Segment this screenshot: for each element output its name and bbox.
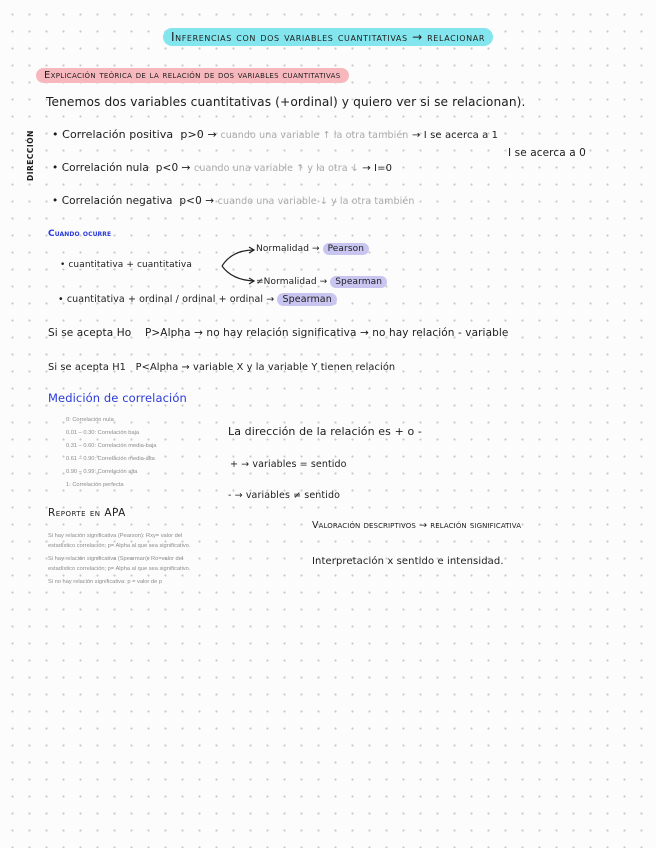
direction-negative: - → variables ≠ sentido bbox=[228, 490, 341, 501]
scale-item: 0: Correlación nula bbox=[66, 417, 114, 423]
branch-top bbox=[256, 244, 369, 254]
correlation-result: → I=0 bbox=[362, 163, 393, 174]
correlation-cond: p<0 → bbox=[179, 195, 215, 207]
apa-line: estadístico correlación; p= Alpha al que sea significativo. bbox=[48, 543, 191, 549]
branch-bottom bbox=[256, 277, 387, 287]
spearman-pill: Spearman bbox=[330, 276, 387, 288]
correlation-note: cuando una variable ↑ y la otra ↓ bbox=[194, 163, 359, 174]
correlation-positive bbox=[52, 128, 498, 141]
right-note: I se acerca a 0 bbox=[508, 147, 586, 159]
branch-arrows bbox=[218, 246, 258, 286]
scale-item: 0.90 – 0.99: Correlación alta bbox=[66, 469, 138, 475]
subtitle-row bbox=[36, 63, 349, 82]
correlation-lead: • Correlación nula bbox=[52, 162, 149, 174]
correlation-lead: • Correlación negativa bbox=[52, 195, 173, 207]
cuando-row-2 bbox=[58, 294, 337, 305]
correlation-cond: p<0 → bbox=[155, 162, 191, 174]
correlation-lead: • Correlación positiva bbox=[52, 128, 174, 141]
apa-line: Si hay relación significativa (Spearman): Ro=valor del bbox=[48, 556, 184, 562]
scale-item: 0.61 – 0.90: Correlación media-alta bbox=[66, 456, 155, 462]
valoracion-text: Valoración descriptivos → relación significativa bbox=[312, 520, 522, 531]
cuando-ocurre-heading: Cuando ocurre bbox=[48, 229, 112, 239]
intro-text: Tenemos dos variables cuantitativas (+ordinal) y quiero ver si se relacionan). bbox=[46, 95, 526, 109]
scale-item: 0.01 – 0.30: Correlación baja bbox=[66, 430, 140, 436]
correlation-note: cuando una variable ↑ la otra también bbox=[220, 130, 409, 141]
medicion-heading: Medición de correlación bbox=[48, 391, 187, 405]
correlation-negative bbox=[52, 195, 414, 207]
branch-bottom-label: ≠Normalidad → bbox=[256, 277, 328, 287]
h0-line: Si se acepta Ho P>Alpha → no hay relación significativa → no hay relación - variable bbox=[48, 327, 509, 339]
reporte-heading: Reporte en APA bbox=[48, 507, 126, 519]
pearson-pill: Pearson bbox=[323, 243, 369, 255]
interpretacion-text: Interpretación x sentido e intensidad. bbox=[312, 556, 504, 567]
page-title: Inferencias con dos variables cuantitativas → relacionar bbox=[163, 28, 493, 46]
cuando-row-2-text: • cuantitativa + ordinal / ordinal + ordinal → bbox=[58, 294, 275, 305]
subtitle: Explicación teórica de la relación de dos variables cuantitativas bbox=[36, 68, 349, 83]
direction-text: La dirección de la relación es + o - bbox=[228, 425, 422, 438]
direction-positive: + → variables = sentido bbox=[230, 459, 347, 470]
correlation-null bbox=[52, 162, 392, 174]
apa-lines bbox=[48, 531, 190, 587]
apa-line: Si hay relación significativa (Pearson): Rxy= valor del bbox=[48, 533, 183, 539]
correlation-result: → I se acerca a 1 bbox=[412, 130, 499, 141]
cuando-row-1: • cuantitativa + cuantitativa bbox=[60, 260, 192, 270]
direction-side-label: DIRECCIÓN bbox=[26, 130, 35, 181]
scale-item: 0.31 – 0.60: Correlación media-baja bbox=[66, 443, 157, 449]
spearman-pill-2: Spearman bbox=[277, 293, 336, 306]
title-row bbox=[0, 26, 656, 45]
scale-list bbox=[66, 414, 156, 492]
apa-line: Si no hay relación significativa: p = valor de p bbox=[48, 579, 162, 585]
h1-line: Si se acepta H1 P<Alpha → variable X y la variable Y tienen relación bbox=[48, 362, 396, 373]
branch-top-label: Normalidad → bbox=[256, 244, 320, 254]
apa-line: estadístico correlación; p= Alpha al que sea significativo. bbox=[48, 566, 191, 572]
scale-item: 1: Correlación perfecta bbox=[66, 482, 124, 488]
correlation-cond: p>0 → bbox=[180, 128, 217, 141]
correlation-note: cuando una variable ↓ y la otra también bbox=[217, 196, 415, 207]
